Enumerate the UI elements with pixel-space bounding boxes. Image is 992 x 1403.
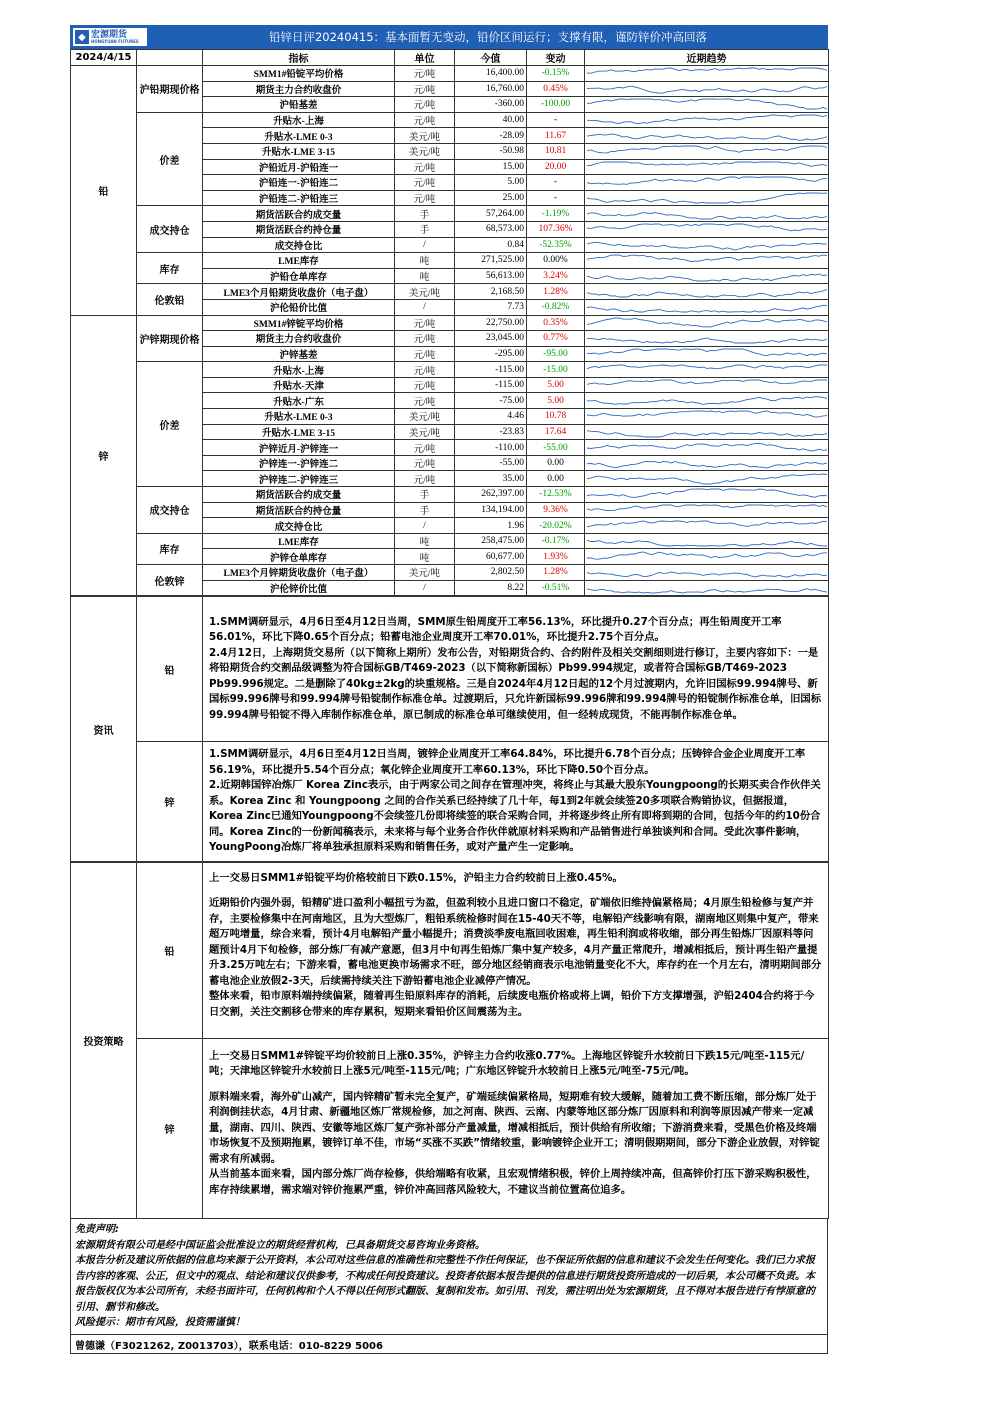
- company-logo: [72, 27, 148, 47]
- indicator-name: 沪锌近月-沪锌连一: [203, 440, 395, 456]
- unit-cell: 吨: [395, 268, 455, 284]
- header-unit: 单位: [395, 50, 455, 66]
- trend-sparkline: [587, 222, 827, 236]
- trend-cell: [585, 471, 829, 487]
- change-value: 1.93%: [527, 549, 585, 565]
- unit-cell: 元/吨: [395, 81, 455, 97]
- trend-cell: [585, 81, 829, 97]
- indicator-name: 升贴水-LME 0-3: [203, 128, 395, 144]
- change-value: 0.35%: [527, 315, 585, 331]
- today-value: -360.00: [455, 97, 527, 113]
- unit-cell: 元/吨: [395, 159, 455, 175]
- unit-cell: 元/吨: [395, 97, 455, 113]
- trend-sparkline: [587, 409, 827, 423]
- report-header: [70, 25, 828, 49]
- indicator-name: 沪伦铅价比值: [203, 299, 395, 315]
- report-page: [70, 25, 828, 1354]
- disclaimer-line: 本报告分析及建议所依据的信息均来源于公开资料，本公司对这些信息的准确性和完整性不作任何保证，也不保证所依据的信息和建议不会发生任何变化。我们已力求报告内容的客观、公正，但文中的观点、结论和建议仅供参考，不构成任何投资建议。投资者依据本报告提供的信息进行期货投资所造成的一切后果，本公司概不负责。本报告版权仅为本公司所有，未经书面许可，任何机构和个人不得以任何形式翻版、复制和发布。如引用、刊发，需注明出处为宏源期货，且不得对本报告进行有悖原意的引用、删节和修改。: [75, 1255, 815, 1313]
- paragraph: 1.SMM调研显示，4月6日至4月12日当周，镀锌企业周度开工率64.84%，环比提升6.78个百分点；压铸锌合金企业周度开工率56.19%，环比提升5.54个百分点；氧化锌企业周度开工率60.13%，环比下降0.50个百分点。: [209, 748, 806, 776]
- indicator-name: 沪锌连二-沪锌连三: [203, 471, 395, 487]
- trend-cell: [585, 565, 829, 581]
- unit-cell: 美元/吨: [395, 409, 455, 425]
- report-title: 铅锌日评20240415：基本面暂无变动，铅价区间运行；支撑有限，谨防锌价冲高回落: [268, 30, 708, 44]
- trend-sparkline: [587, 487, 827, 501]
- trend-cell: [585, 66, 829, 82]
- change-value: -: [527, 112, 585, 128]
- trend-cell: [585, 175, 829, 191]
- trend-cell: [585, 299, 829, 315]
- data-table: [70, 49, 829, 596]
- header-change: 变动: [527, 50, 585, 66]
- today-value: 23,045.00: [455, 331, 527, 347]
- today-value: -295.00: [455, 346, 527, 362]
- indicator-name: 沪铅仓单库存: [203, 268, 395, 284]
- group-label: 沪铅期现价格: [137, 66, 203, 113]
- trend-cell: [585, 409, 829, 425]
- trend-cell: [585, 284, 829, 300]
- trend-sparkline: [587, 519, 827, 533]
- indicator-name: 升贴水-天津: [203, 377, 395, 393]
- table-row: [71, 487, 829, 503]
- today-value: -23.83: [455, 424, 527, 440]
- today-value: -115.00: [455, 362, 527, 378]
- trend-cell: [585, 237, 829, 253]
- trend-cell: [585, 549, 829, 565]
- trend-sparkline: [587, 300, 827, 314]
- trend-sparkline: [587, 144, 827, 158]
- trend-cell: [585, 377, 829, 393]
- indicator-name: SMM1#锌锭平均价格: [203, 315, 395, 331]
- disclaimer-line: 宏源期货有限公司是经中国证监会批准设立的期货经营机构，已具备期货交易咨询业务资格。: [75, 1239, 485, 1251]
- today-value: 8.22: [455, 580, 527, 596]
- today-value: 262,397.00: [455, 487, 527, 503]
- unit-cell: 美元/吨: [395, 565, 455, 581]
- today-value: 40.00: [455, 112, 527, 128]
- indicator-name: 升贴水-LME 3-15: [203, 424, 395, 440]
- change-value: -0.17%: [527, 533, 585, 549]
- table-row: [71, 206, 829, 222]
- today-value: 0.84: [455, 237, 527, 253]
- trend-sparkline: [587, 550, 827, 564]
- group-label: 伦敦铅: [137, 284, 203, 315]
- unit-cell: /: [395, 299, 455, 315]
- table-row: [71, 253, 829, 269]
- indicator-name: 期货活跃合约持仓量: [203, 502, 395, 518]
- unit-cell: 手: [395, 221, 455, 237]
- today-value: -55.00: [455, 455, 527, 471]
- trend-cell: [585, 424, 829, 440]
- trend-sparkline: [587, 97, 827, 111]
- today-value: 2,802.50: [455, 565, 527, 581]
- unit-cell: /: [395, 580, 455, 596]
- indicator-name: LME库存: [203, 533, 395, 549]
- change-value: -15.00: [527, 362, 585, 378]
- unit-cell: 美元/吨: [395, 284, 455, 300]
- today-value: 16,760.00: [455, 81, 527, 97]
- trend-cell: [585, 253, 829, 269]
- unit-cell: 吨: [395, 533, 455, 549]
- zinc-section-label: 锌: [71, 315, 137, 596]
- strategy-lead-text: [203, 869, 828, 1033]
- change-value: -20.02%: [527, 518, 585, 534]
- trend-sparkline: [587, 160, 827, 174]
- trend-cell: [585, 97, 829, 113]
- trend-sparkline: [587, 441, 827, 455]
- change-value: 9.36%: [527, 502, 585, 518]
- change-value: 10.78: [527, 409, 585, 425]
- trend-sparkline: [587, 394, 827, 408]
- table-header-row: [71, 50, 829, 66]
- indicator-name: 升贴水-上海: [203, 112, 395, 128]
- paragraph: 2.近期韩国锌冶炼厂 Korea Zinc表示，由于两家公司之间存在管理冲突，将终止与其最大股东Youngpoong的长期买卖合作伙伴关系。Korea Zinc 和 Youngpoong 之间的合作关系已经持续了几十年，每1到2年就会续签20多项联合购销协议，但据报道，Korea Zinc已通知Youngpoong不会续签几份即将续签的联合采购合同，并将逐步终止所有即将到期的合同，包括今年的约10份合同。Korea Zinc的一份新闻稿表示，未来将与每个业务合作伙伴就原材料采购和产品销售进行单独谈判和合同。受此次事件影响，YoungPoong冶炼厂将单独承担原料采购和销售任务，或对产量产生一定影响。: [209, 779, 821, 854]
- today-value: -28.09: [455, 128, 527, 144]
- trend-sparkline: [587, 565, 827, 579]
- unit-cell: 元/吨: [395, 455, 455, 471]
- unit-cell: 美元/吨: [395, 143, 455, 159]
- unit-cell: 吨: [395, 549, 455, 565]
- news-label: 资讯: [71, 597, 137, 862]
- change-value: -0.51%: [527, 580, 585, 596]
- trend-sparkline: [587, 363, 827, 377]
- change-value: 0.45%: [527, 81, 585, 97]
- indicator-name: 沪铅连二-沪铅连三: [203, 190, 395, 206]
- indicator-name: 期货主力合约收盘价: [203, 331, 395, 347]
- table-row: [71, 533, 829, 549]
- trend-sparkline: [587, 378, 827, 392]
- today-value: 22,750.00: [455, 315, 527, 331]
- trend-cell: [585, 393, 829, 409]
- change-value: -0.82%: [527, 299, 585, 315]
- table-row: [71, 112, 829, 128]
- trend-sparkline: [587, 175, 827, 189]
- indicator-name: 沪铅连一-沪铅连二: [203, 175, 395, 191]
- trend-cell: [585, 362, 829, 378]
- group-label: 价差: [137, 362, 203, 487]
- unit-cell: /: [395, 518, 455, 534]
- trend-cell: [585, 159, 829, 175]
- change-value: -: [527, 190, 585, 206]
- paragraph: 原料端来看，海外矿山减产，国内锌精矿暂未完全复产，矿端延续偏紧格局，短期难有较大缓解，随着加工费不断压缩，部分炼厂处于利润倒挂状态，4月甘肃、新疆地区炼厂常规检修，加之河南、陕西、云南、内蒙等地区部分炼厂因原料和利润等原因减产带来一定减量，湖南、四川、陕西、安徽等地区炼厂复产弥补部分产量减量，增减相抵后，预计供给有所收缩；下游消费来看，受黑色价格及终端市场恢复不及预期拖累，镀锌订单不佳，市场“买涨不买跌”情绪较重，影响镀锌企业开工；清明假期期间，部分下游企业放假，对锌锭需求有所减弱。 从当前基本面来看，国内部分炼厂尚存检修，供给端略有收紧，且宏观情绪积极，锌价上周持续冲高，但高锌价打压下游采购积极性，库存持续累增，需求端对锌价拖累严重，锌价冲高回落风险较大，不建议当前位置高位追多。: [209, 1090, 820, 1196]
- indicator-name: 成交持仓比: [203, 518, 395, 534]
- unit-cell: 元/吨: [395, 393, 455, 409]
- trend-cell: [585, 331, 829, 347]
- today-value: 68,573.00: [455, 221, 527, 237]
- change-value: 10.81: [527, 143, 585, 159]
- unit-cell: 手: [395, 502, 455, 518]
- today-value: -110.00: [455, 440, 527, 456]
- trend-sparkline: [587, 456, 827, 470]
- unit-cell: 元/吨: [395, 377, 455, 393]
- indicator-name: 升贴水-上海: [203, 362, 395, 378]
- today-value: 1.96: [455, 518, 527, 534]
- header-indicator: 指标: [203, 50, 395, 66]
- trend-cell: [585, 440, 829, 456]
- unit-cell: 元/吨: [395, 331, 455, 347]
- strategy-zinc-text: [203, 1047, 828, 1211]
- trend-cell: [585, 128, 829, 144]
- indicator-name: 沪锌基差: [203, 346, 395, 362]
- table-row: [71, 315, 829, 331]
- indicator-name: 期货活跃合约持仓量: [203, 221, 395, 237]
- unit-cell: 元/吨: [395, 315, 455, 331]
- paragraph: 1.SMM调研显示，4月6日至4月12日当周，SMM原生铅周度开工率56.13%，环比提升0.27个百分点；再生铅周度开工率56.01%，环比下降0.65个百分点；铅蓄电池企业周度开工率70.01%，环比提升2.75个百分点。: [209, 615, 782, 644]
- unit-cell: /: [395, 237, 455, 253]
- change-value: -12.53%: [527, 487, 585, 503]
- trend-sparkline: [587, 253, 827, 267]
- indicator-name: 沪铅基差: [203, 97, 395, 113]
- change-value: 0.00%: [527, 253, 585, 269]
- paragraph: 2.4月12日，上海期货交易所（以下简称上期所）发布公告，对铅期货合约、合约附件及相关交割细则进行修订，主要内容如下：一是将铅期货合约交割品级调整为符合国标GB/T469-2023（以下简称新国标）Pb99.994规定，或者符合国标GB/T469-2023 Pb99.996规定。二是删除了40kg±2kg的块重规格。三是自2024年4月12日起的12个月过渡期内，允许旧国标99.994牌号、新国标99.996牌号和99.994牌号铅锭制作标准仓单。过渡期后，只允许新国标99.996牌和99.994牌号的铅锭制作标准仓单，旧国标99.994牌号铅锭不得入库制作标准仓单，原已制成的标准仓单可继续使用，但一经转成现货，不能再制作标准仓单。: [209, 646, 821, 721]
- change-value: -55.00: [527, 440, 585, 456]
- trend-sparkline: [587, 331, 827, 345]
- header-trend: 近期趋势: [585, 50, 829, 66]
- indicator-name: LME3个月铅期货收盘价（电子盘）: [203, 284, 395, 300]
- strategy-lead-label: 铅: [137, 863, 203, 1039]
- today-value: 134,194.00: [455, 502, 527, 518]
- change-value: 5.00: [527, 393, 585, 409]
- trend-cell: [585, 487, 829, 503]
- change-value: 20.00: [527, 159, 585, 175]
- trend-cell: [585, 268, 829, 284]
- indicator-name: 期货活跃合约成交量: [203, 206, 395, 222]
- news-lead-label: 铅: [137, 597, 203, 742]
- trend-sparkline: [587, 191, 827, 205]
- paragraph: 上一交易日SMM1#铅锭平均价格较前日下跌0.15%，沪铅主力合约较前日上涨0.45%。: [209, 871, 623, 884]
- unit-cell: 手: [395, 487, 455, 503]
- trend-sparkline: [587, 285, 827, 299]
- indicator-name: LME库存: [203, 253, 395, 269]
- trend-cell: [585, 502, 829, 518]
- change-value: 5.00: [527, 377, 585, 393]
- unit-cell: 元/吨: [395, 471, 455, 487]
- change-value: -100.00: [527, 97, 585, 113]
- today-value: 5.00: [455, 175, 527, 191]
- unit-cell: 元/吨: [395, 190, 455, 206]
- trend-cell: [585, 346, 829, 362]
- header-today: 今值: [455, 50, 527, 66]
- group-label: 成交持仓: [137, 206, 203, 253]
- change-value: 0.00: [527, 471, 585, 487]
- today-value: 271,525.00: [455, 253, 527, 269]
- strategy-label: 投资策略: [71, 863, 137, 1219]
- trend-sparkline: [587, 316, 827, 330]
- trend-sparkline: [587, 503, 827, 517]
- change-value: 0.77%: [527, 331, 585, 347]
- strategy-zinc-label: 锌: [137, 1039, 203, 1219]
- news-table: [70, 596, 829, 862]
- indicator-name: 升贴水-广东: [203, 393, 395, 409]
- trend-cell: [585, 143, 829, 159]
- trend-sparkline: [587, 207, 827, 221]
- change-value: 107.36%: [527, 221, 585, 237]
- logo-mark-icon: ◆: [75, 30, 89, 44]
- today-value: 258,475.00: [455, 533, 527, 549]
- change-value: 11.67: [527, 128, 585, 144]
- group-label: 沪锌期现价格: [137, 315, 203, 362]
- today-value: -50.98: [455, 143, 527, 159]
- unit-cell: 手: [395, 206, 455, 222]
- trend-cell: [585, 112, 829, 128]
- table-row: [71, 565, 829, 581]
- unit-cell: 元/吨: [395, 362, 455, 378]
- indicator-name: 升贴水-LME 3-15: [203, 143, 395, 159]
- indicator-name: 期货活跃合约成交量: [203, 487, 395, 503]
- news-zinc-text: [203, 745, 828, 858]
- trend-cell: [585, 580, 829, 596]
- trend-sparkline: [587, 534, 827, 548]
- unit-cell: 吨: [395, 253, 455, 269]
- table-row: [71, 362, 829, 378]
- change-value: 17.64: [527, 424, 585, 440]
- trend-sparkline: [587, 66, 827, 80]
- trend-sparkline: [587, 238, 827, 252]
- logo-subtext: HONGYUAN FUTURES: [91, 38, 139, 44]
- indicator-name: LME3个月锌期货收盘价（电子盘）: [203, 565, 395, 581]
- unit-cell: 元/吨: [395, 175, 455, 191]
- change-value: -: [527, 175, 585, 191]
- change-value: -0.15%: [527, 66, 585, 82]
- trend-sparkline: [587, 82, 827, 96]
- change-value: 0.00: [527, 455, 585, 471]
- change-value: -52.35%: [527, 237, 585, 253]
- group-label: 伦敦锌: [137, 565, 203, 596]
- today-value: -75.00: [455, 393, 527, 409]
- indicator-name: 沪锌仓单库存: [203, 549, 395, 565]
- trend-sparkline: [587, 347, 827, 361]
- logo-text: 宏源期货: [91, 29, 128, 40]
- trend-cell: [585, 315, 829, 331]
- table-row: [71, 284, 829, 300]
- trend-cell: [585, 206, 829, 222]
- indicator-name: 沪铅近月-沪铅连一: [203, 159, 395, 175]
- trend-sparkline: [587, 129, 827, 143]
- group-label: 价差: [137, 112, 203, 206]
- table-row: [71, 66, 829, 82]
- trend-cell: [585, 221, 829, 237]
- change-value: 3.24%: [527, 268, 585, 284]
- group-label: 库存: [137, 253, 203, 284]
- trend-sparkline: [587, 113, 827, 127]
- paragraph: 近期铅价内强外弱，铅精矿进口盈利小幅扭亏为盈，但盈利较小且进口窗口不稳定，矿端依旧维持偏紧格局；4月原生铅检修与复产并存，主要检修集中在河南地区，且为大型炼厂，粗铅系统检修时间在15-40天不等，电解铅产线影响有限，湖南地区则集中复产，带来超万吨增量，综合来看，预计4月电解铅产量小幅提升；消费淡季废电瓶回收困难，再生铅利润或将收缩，部分再生铅炼厂因原料等问题预计4月下旬检修，部分炼厂有减产意愿，但3月中旬再生铅炼厂集中复产较多，4月产量正常爬升，增减相抵后，预计再生铅产量提升3.25万吨左右；下游来看，蓄电池更换市场需求不旺，部分地区经销商表示电池销量变化不大，库存约在一个月左右，清明期间部分蓄电池企业放假2-3天，后续需持续关注下游铅蓄电池企业减停产情况。 整体来看，铅市原料端持续偏紧，随着再生铅原料库存的消耗，后续废电瓶价格或将上调，铅价下方支撑增强，沪铅2404合约将于今日交割，关注交割移仓带来的库存累积，短期来看铅价区间震荡为主。: [209, 897, 822, 1018]
- indicator-name: 沪锌连一-沪锌连二: [203, 455, 395, 471]
- indicator-name: 沪伦锌价比值: [203, 580, 395, 596]
- group-label: 库存: [137, 533, 203, 564]
- today-value: 4.46: [455, 409, 527, 425]
- trend-cell: [585, 533, 829, 549]
- trend-cell: [585, 455, 829, 471]
- today-value: -115.00: [455, 377, 527, 393]
- trend-cell: [585, 190, 829, 206]
- lead-section-label: 铅: [71, 66, 137, 316]
- today-value: 56,613.00: [455, 268, 527, 284]
- unit-cell: 元/吨: [395, 440, 455, 456]
- change-value: -1.19%: [527, 206, 585, 222]
- trend-sparkline: [587, 472, 827, 486]
- change-value: -95.00: [527, 346, 585, 362]
- disclaimer-title: 免责声明:: [75, 1224, 119, 1236]
- today-value: 2,168.50: [455, 284, 527, 300]
- strategy-table: [70, 862, 829, 1219]
- disclaimer: [70, 1219, 828, 1335]
- trend-sparkline: [587, 581, 827, 595]
- change-value: 1.28%: [527, 284, 585, 300]
- unit-cell: 美元/吨: [395, 128, 455, 144]
- trend-sparkline: [587, 269, 827, 283]
- unit-cell: 元/吨: [395, 346, 455, 362]
- indicator-name: 升贴水-LME 0-3: [203, 409, 395, 425]
- unit-cell: 元/吨: [395, 112, 455, 128]
- footer-contact: 曾德谦（F3021262, Z0013703），联系电话：010-8229 5006: [70, 1335, 828, 1354]
- paragraph: 上一交易日SMM1#锌锭平均价较前日上涨0.35%，沪锌主力合约收涨0.77%。上海地区锌锭升水较前日下跌15元/吨至-115元/吨；天津地区锌锭升水较前日上涨5元/吨至-115元/吨；广东地区锌锭升水较前日上涨5元/吨至-75元/吨。: [209, 1049, 805, 1078]
- disclaimer-line: 风险提示：期市有风险，投资需谨慎！: [75, 1317, 245, 1329]
- today-value: 7.73: [455, 299, 527, 315]
- unit-cell: 美元/吨: [395, 424, 455, 440]
- indicator-name: SMM1#铅锭平均价格: [203, 66, 395, 82]
- today-value: 60,677.00: [455, 549, 527, 565]
- indicator-name: 期货主力合约收盘价: [203, 81, 395, 97]
- today-value: 15.00: [455, 159, 527, 175]
- group-label: 成交持仓: [137, 487, 203, 534]
- today-value: 57,264.00: [455, 206, 527, 222]
- news-zinc-label: 锌: [137, 742, 203, 862]
- today-value: 16,400.00: [455, 66, 527, 82]
- today-value: 35.00: [455, 471, 527, 487]
- change-value: 1.28%: [527, 565, 585, 581]
- trend-cell: [585, 518, 829, 534]
- indicator-name: 成交持仓比: [203, 237, 395, 253]
- today-value: 25.00: [455, 190, 527, 206]
- header-date: 2024/4/15: [71, 50, 137, 66]
- trend-sparkline: [587, 425, 827, 439]
- news-lead-text: [203, 613, 828, 726]
- unit-cell: 元/吨: [395, 66, 455, 82]
